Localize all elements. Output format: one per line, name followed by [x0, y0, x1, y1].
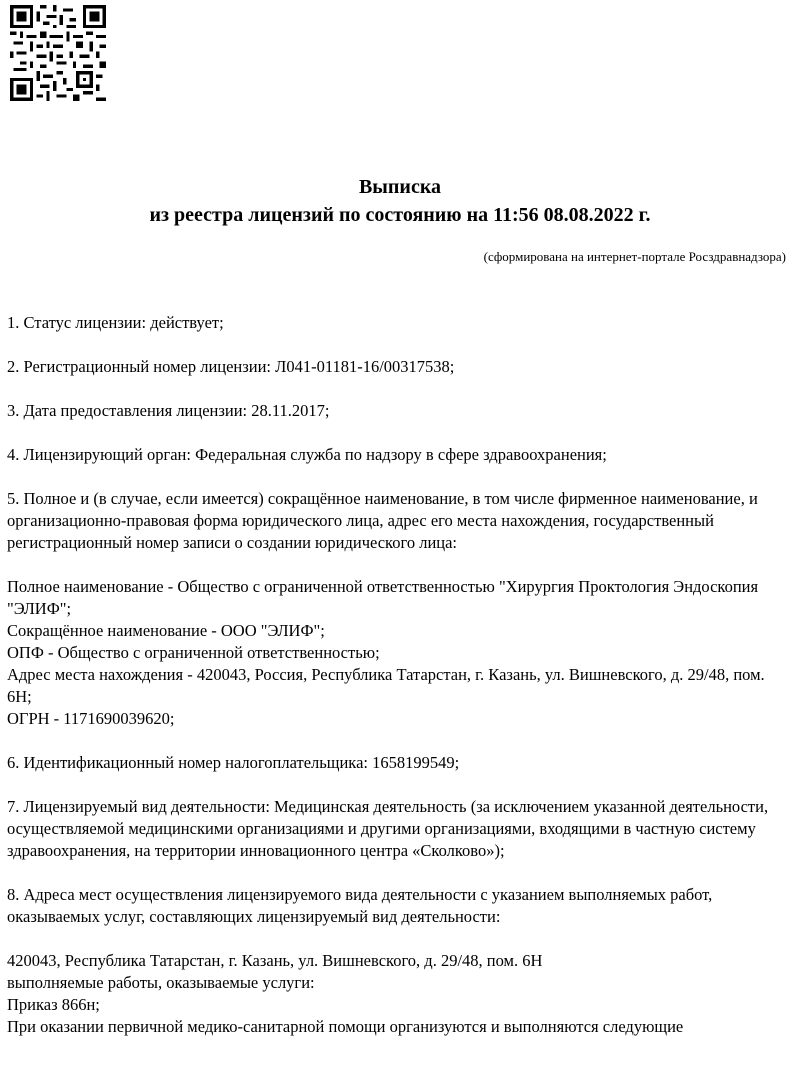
- license-reg-number: 2. Регистрационный номер лицензии: Л041-01181-16/00317538;: [7, 357, 455, 376]
- entity-name-intro: 5. Полное и (в случае, если имеется) сокращённое наименование, в том числе фирменное наименование, и организационно-правовая форма юридического лица, адрес его места нахождения, государственный регистрационный номер записи о создании юридического лица:: [7, 489, 758, 552]
- qr-code: [10, 5, 106, 101]
- entity-address: Адрес места нахождения - 420043, Россия, Республика Татарстан, г. Казань, ул. Вишневского, д. 29/48, пом. 6Н;: [7, 665, 765, 706]
- document-header: [0, 173, 800, 229]
- places-intro: 8. Адреса мест осуществления лицензируемого вида деятельности с указанием выполняемых работ, оказываемых услуг, составляющих лицензируемый вид деятельности:: [7, 885, 713, 926]
- document-title: Выписка: [358, 176, 442, 198]
- entity-inn: 6. Идентификационный номер налогоплательщика: 1658199549;: [7, 753, 460, 772]
- works-label: выполняемые работы, оказываемые услуги:: [7, 973, 315, 992]
- order-reference: Приказ 866н;: [7, 995, 100, 1014]
- place-details: [7, 950, 793, 1038]
- source-note: (сформирована на интернет-портале Росздравнадзора): [483, 249, 786, 264]
- document-body: [7, 312, 793, 1060]
- entity-details: [7, 576, 793, 730]
- entity-ogrn: ОГРН - 1171690039620;: [7, 709, 175, 728]
- primary-care-text: При оказании первичной медико-санитарной помощи организуются и выполняются следующие: [7, 1017, 684, 1036]
- license-status: 1. Статус лицензии: действует;: [7, 313, 224, 332]
- licensed-activity: 7. Лицензируемый вид деятельности: Медицинская деятельность (за исключением указанной деятельности, осуществляемой медицинскими организациями и другими организациями, входящими в частную систему здравоохранения, на территории инновационного центра «Сколково»);: [7, 797, 769, 860]
- document-subtitle: из реестра лицензий по состоянию на 11:56 08.08.2022 г.: [149, 204, 651, 226]
- license-date: 3. Дата предоставления лицензии: 28.11.2017;: [7, 401, 330, 420]
- entity-short-name: Сокращённое наименование - ООО "ЭЛИФ";: [7, 621, 325, 640]
- entity-opf: ОПФ - Общество с ограниченной ответственностью;: [7, 643, 380, 662]
- place-address: 420043, Республика Татарстан, г. Казань, ул. Вишневского, д. 29/48, пом. 6Н: [7, 951, 543, 970]
- entity-full-name: Полное наименование - Общество с ограниченной ответственностью "Хирургия Проктология Эндоскопия "ЭЛИФ";: [7, 577, 759, 618]
- license-authority: 4. Лицензирующий орган: Федеральная служба по надзору в сфере здравоохранения;: [7, 445, 607, 464]
